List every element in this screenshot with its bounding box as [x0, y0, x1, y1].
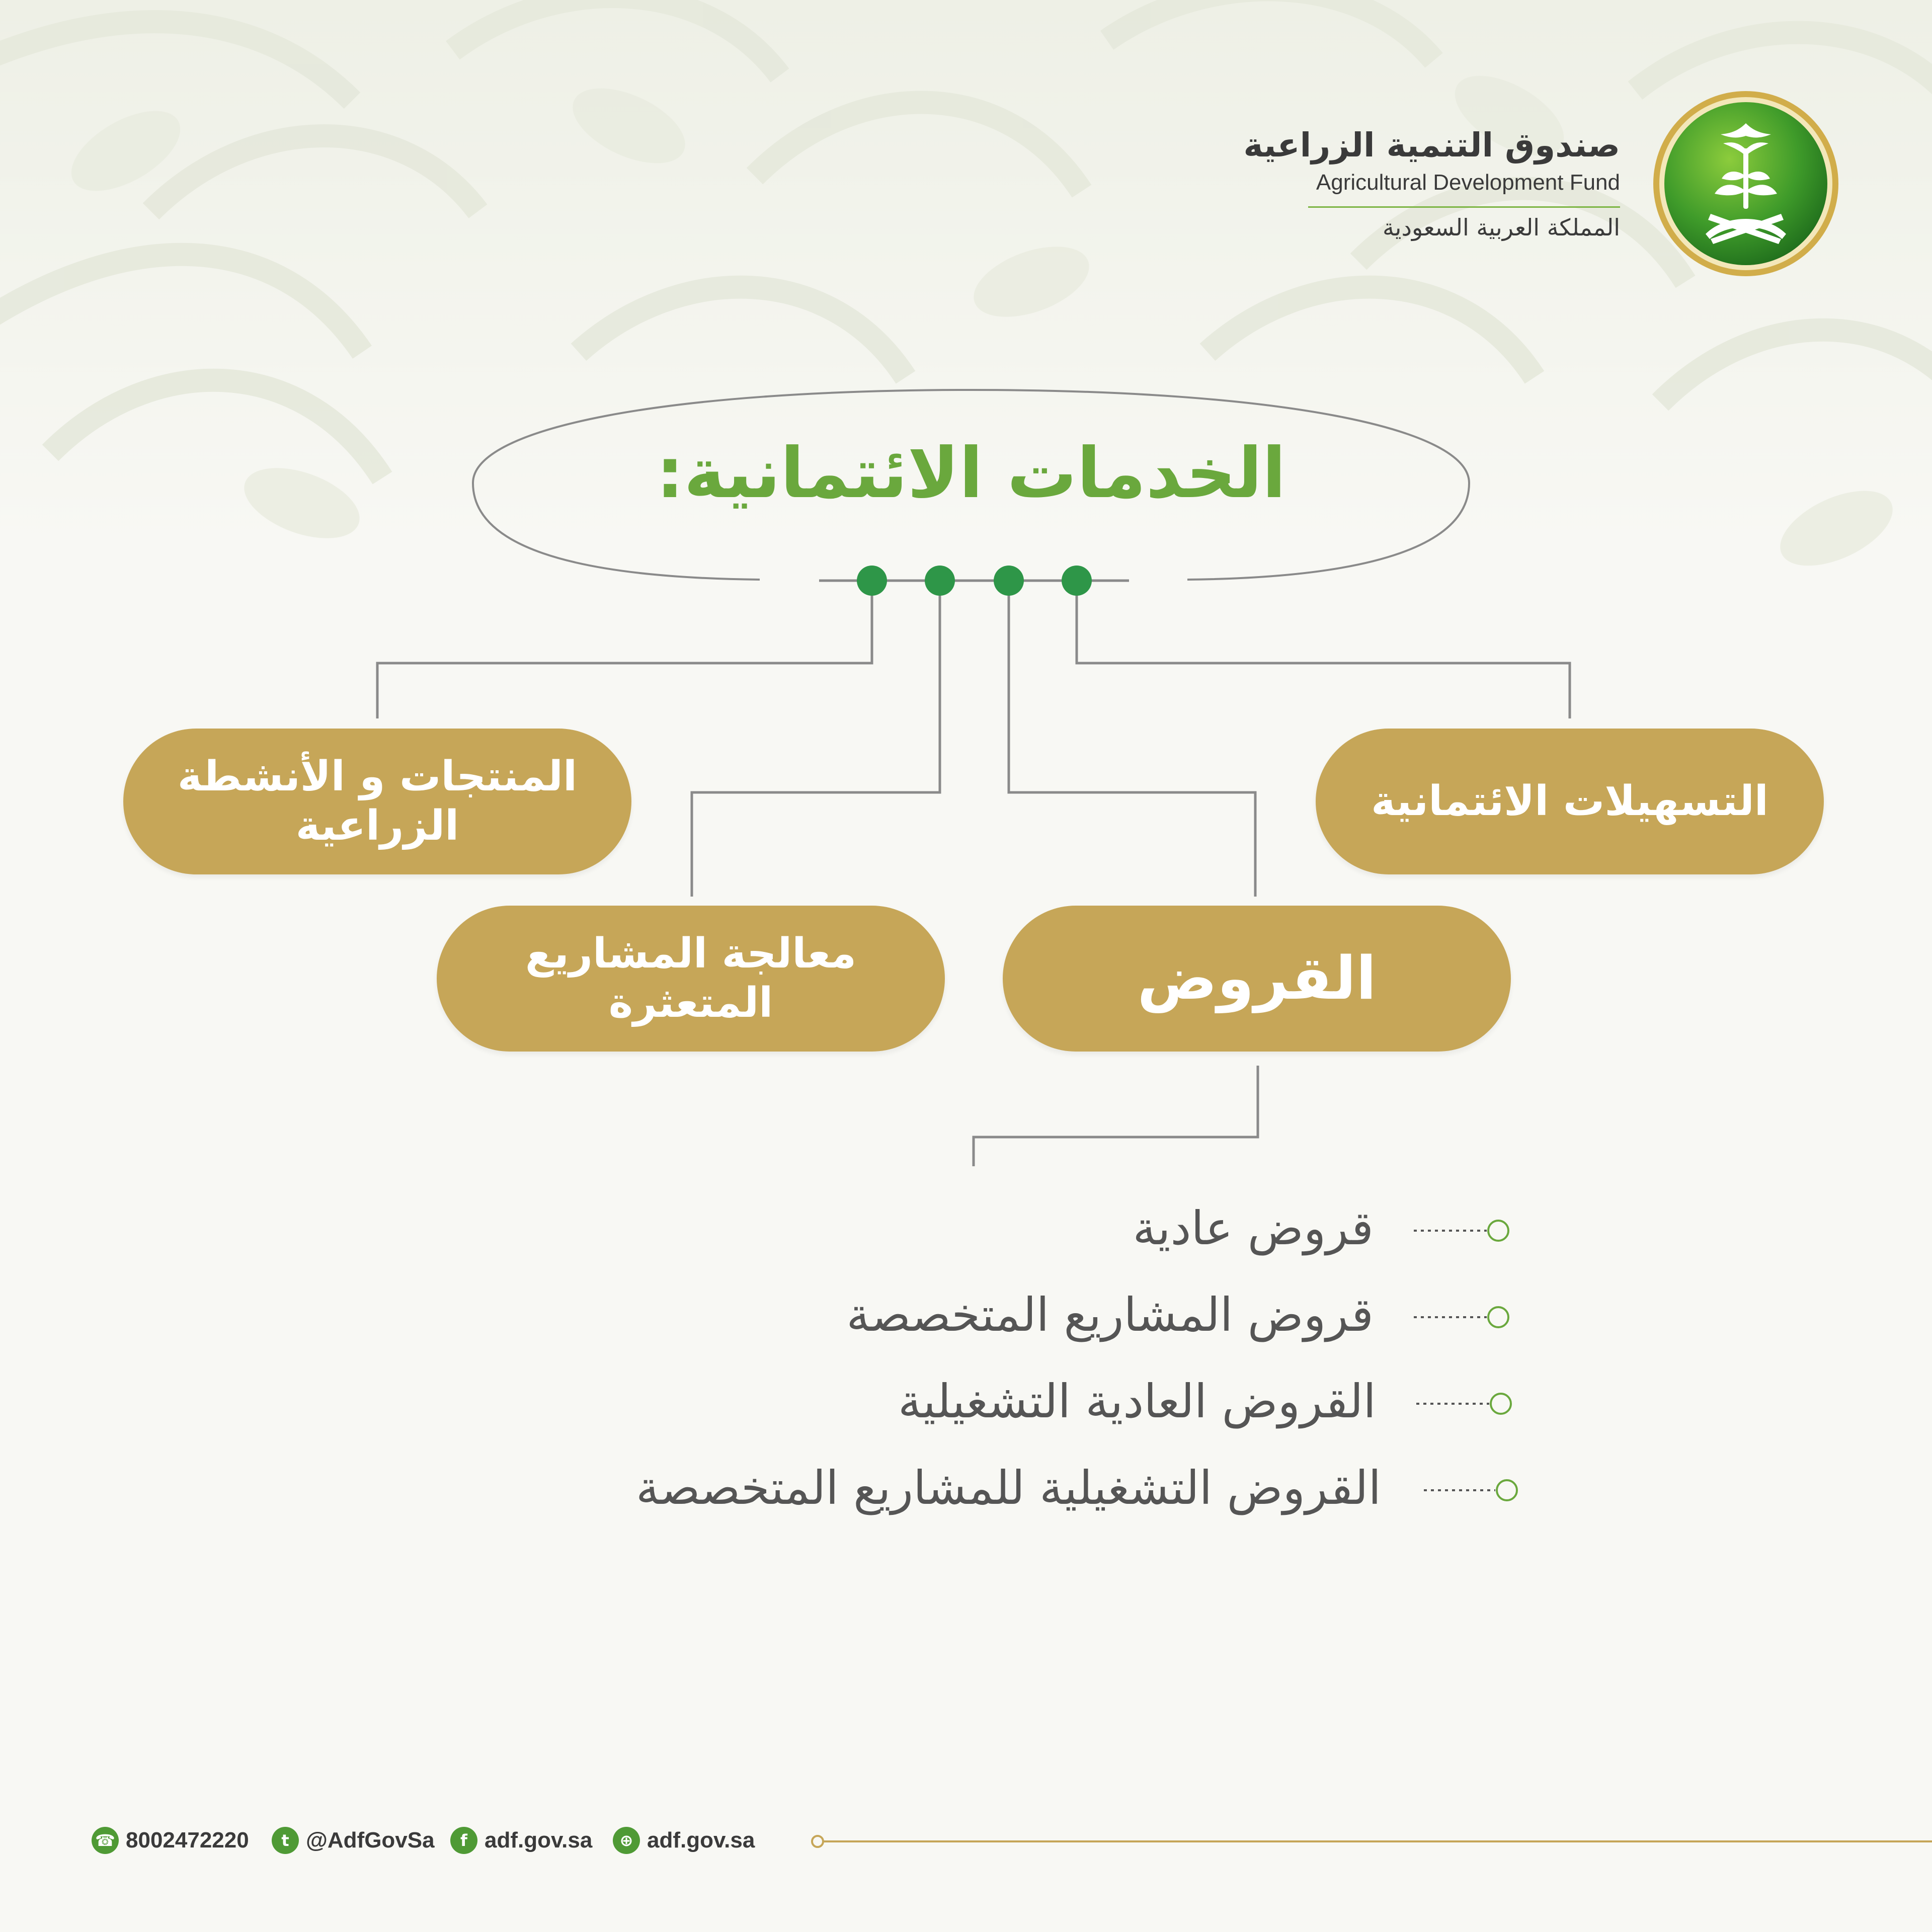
footer-twitter[interactable]: [272, 1825, 435, 1856]
footer-twitter-text: @AdfGovSa: [306, 1828, 435, 1853]
connector-dot-1: [857, 566, 887, 596]
footer-phone-text: 8002472220: [126, 1828, 249, 1853]
footer-phone[interactable]: [92, 1825, 249, 1856]
loan-type-item: قروض عادية: [1133, 1201, 1374, 1255]
node-loans-label: القروض: [1137, 943, 1377, 1013]
loan-type-item: القروض العادية التشغيلية: [898, 1375, 1376, 1428]
phone-icon: ☎: [92, 1827, 119, 1854]
footer-website-text: adf.gov.sa: [647, 1828, 755, 1853]
country-name-arabic: المملكة العربية السعودية: [1383, 214, 1620, 241]
facebook-icon: f: [450, 1827, 477, 1854]
connector-dot-3: [994, 566, 1024, 596]
connector-dot-4: [1062, 566, 1092, 596]
node-distressed-projects-line2: المتعثرة: [608, 979, 773, 1027]
org-name-arabic: صندوق التنمية الزراعية: [1243, 126, 1620, 165]
node-agri-products: [123, 729, 631, 874]
org-name-english: Agricultural Development Fund: [1316, 170, 1620, 195]
twitter-icon: t: [272, 1827, 299, 1854]
loan-type-item: القروض التشغيلية للمشاريع المتخصصة: [636, 1461, 1381, 1515]
node-distressed-projects: [437, 906, 945, 1052]
globe-icon: ⊕: [613, 1827, 640, 1854]
node-distressed-projects-line1: معالجة المشاريع: [525, 929, 857, 978]
footer-website[interactable]: [613, 1825, 755, 1856]
footer-facebook-text: adf.gov.sa: [485, 1828, 593, 1853]
footer-facebook[interactable]: [450, 1825, 592, 1856]
diagram-title: الخدمات الائتمانية:: [656, 433, 1286, 514]
node-loans: [1003, 906, 1511, 1052]
node-credit-facilities-label: التسهيلات الائتمانية: [1371, 777, 1768, 825]
node-credit-facilities: [1316, 729, 1824, 874]
node-agri-products-line1: المنتجات و الأنشطة: [177, 752, 578, 800]
loan-type-item: قروض المشاريع المتخصصة: [846, 1288, 1374, 1342]
connector-dot-2: [925, 566, 955, 596]
node-agri-products-line2: الزراعية: [295, 802, 459, 850]
